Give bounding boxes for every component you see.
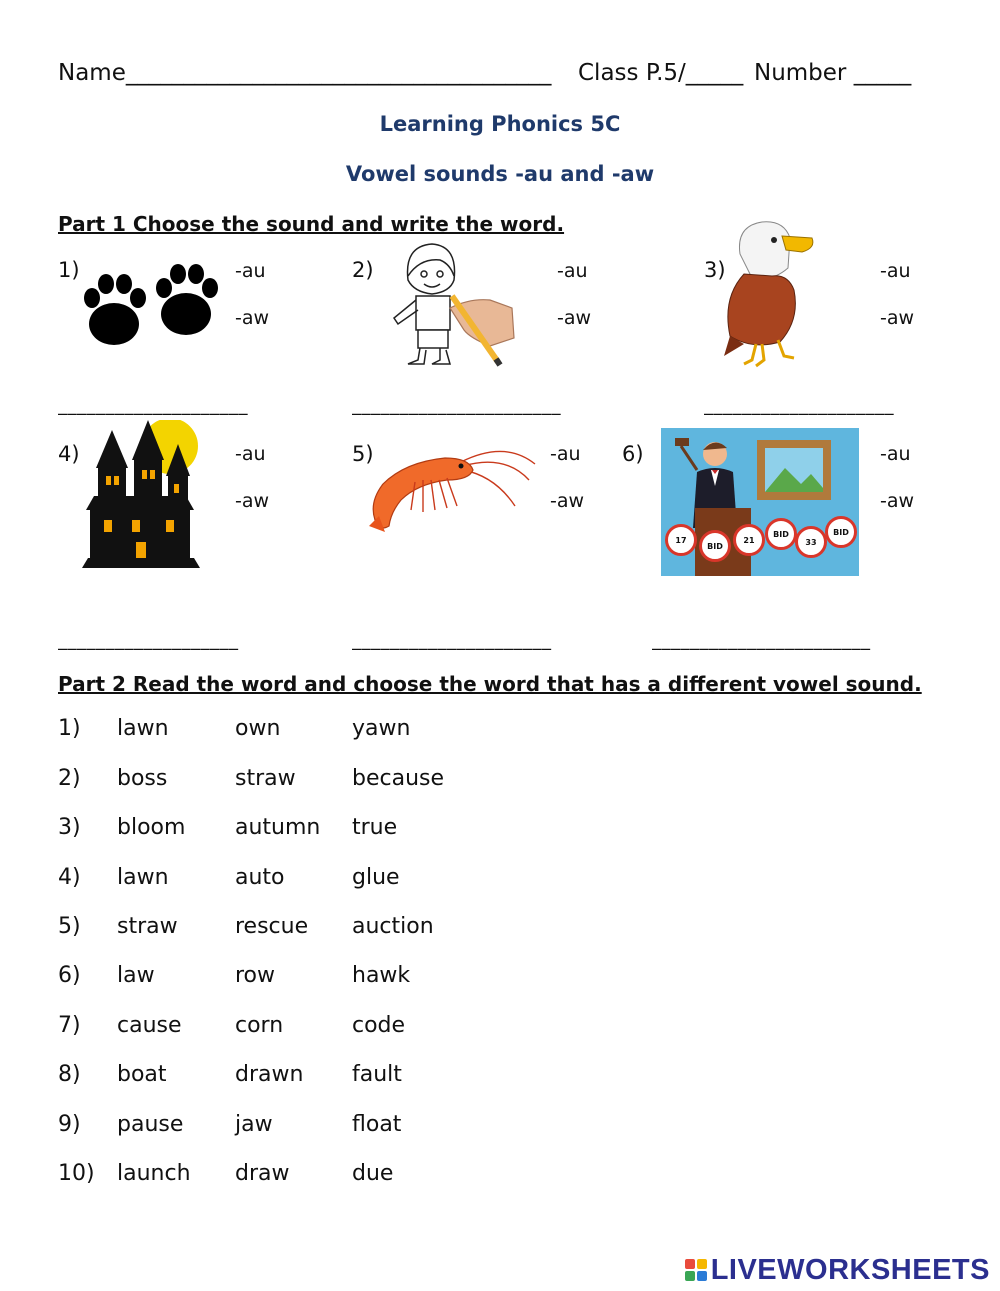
- word-choice[interactable]: straw: [117, 914, 178, 939]
- option-aw[interactable]: -aw: [235, 490, 270, 512]
- option-aw[interactable]: -aw: [550, 490, 585, 512]
- row-number: 1): [58, 716, 81, 741]
- word-choice[interactable]: autumn: [235, 815, 321, 840]
- row-number: 7): [58, 1013, 81, 1038]
- word-choice[interactable]: hawk: [352, 963, 411, 988]
- option-au[interactable]: -au: [557, 260, 588, 282]
- word-choice[interactable]: pause: [117, 1112, 184, 1137]
- row-number: 6): [58, 963, 81, 988]
- word-choice[interactable]: law: [117, 963, 155, 988]
- word-choice[interactable]: glue: [352, 865, 400, 890]
- class-field-label: Class P.5/_____: [578, 60, 744, 86]
- girl-drawing-picture: [380, 238, 515, 368]
- prawn-picture: [365, 440, 537, 535]
- answer-line[interactable]: ______________________: [352, 395, 561, 416]
- word-choice[interactable]: launch: [117, 1161, 191, 1186]
- row-number: 2): [58, 766, 81, 791]
- part1-heading: Part 1 Choose the sound and write the word.: [58, 212, 565, 236]
- worksheet-subtitle: Vowel sounds -au and -aw: [345, 162, 655, 186]
- word-choice[interactable]: lawn: [117, 865, 169, 890]
- auction-picture: [661, 428, 859, 576]
- option-au[interactable]: -au: [235, 260, 266, 282]
- word-choice[interactable]: fault: [352, 1062, 402, 1087]
- logo-text: LIVEWORKSHEETS: [710, 1253, 990, 1286]
- word-choice[interactable]: corn: [235, 1013, 284, 1038]
- word-choice[interactable]: drawn: [235, 1062, 304, 1087]
- bid-card: BID: [765, 518, 797, 550]
- item-number: 5): [352, 442, 374, 466]
- word-choice[interactable]: draw: [235, 1161, 290, 1186]
- row-number: 5): [58, 914, 81, 939]
- part2-heading: Part 2 Read the word and choose the word that has a different vowel sound.: [58, 672, 922, 696]
- word-choice[interactable]: true: [352, 815, 398, 840]
- item-number: 4): [58, 442, 80, 466]
- bid-card: 33: [795, 526, 827, 558]
- bid-card: BID: [699, 530, 731, 562]
- option-aw[interactable]: -aw: [557, 307, 592, 329]
- option-au[interactable]: -au: [880, 443, 911, 465]
- row-number: 3): [58, 815, 81, 840]
- word-choice[interactable]: row: [235, 963, 276, 988]
- word-choice[interactable]: code: [352, 1013, 406, 1038]
- row-number: 9): [58, 1112, 81, 1137]
- word-choice[interactable]: due: [352, 1161, 394, 1186]
- worksheet-title: Learning Phonics 5C: [379, 112, 621, 136]
- answer-line[interactable]: _____________________: [352, 630, 552, 651]
- option-aw[interactable]: -aw: [880, 307, 915, 329]
- row-number: 10): [58, 1161, 95, 1186]
- word-choice[interactable]: auto: [235, 865, 285, 890]
- bid-card: 17: [665, 524, 697, 556]
- answer-line[interactable]: ____________________: [58, 395, 248, 416]
- option-aw[interactable]: -aw: [880, 490, 915, 512]
- word-choice[interactable]: cause: [117, 1013, 182, 1038]
- bid-card: BID: [825, 516, 857, 548]
- word-choice[interactable]: auction: [352, 914, 434, 939]
- logo-blocks-icon: [685, 1259, 707, 1281]
- word-choice[interactable]: rescue: [235, 914, 309, 939]
- word-choice[interactable]: jaw: [235, 1112, 273, 1137]
- name-field-label: Name_____________________________________: [58, 60, 552, 86]
- option-au[interactable]: -au: [550, 443, 581, 465]
- word-choice[interactable]: lawn: [117, 716, 169, 741]
- item-number: 6): [622, 442, 644, 466]
- eagle-picture: [722, 218, 817, 370]
- liveworksheets-logo[interactable]: [685, 1253, 990, 1287]
- word-choice[interactable]: bloom: [117, 815, 186, 840]
- word-choice[interactable]: yawn: [352, 716, 411, 741]
- word-choice[interactable]: own: [235, 716, 281, 741]
- word-choice[interactable]: straw: [235, 766, 296, 791]
- option-au[interactable]: -au: [880, 260, 911, 282]
- item-number: 1): [58, 258, 80, 282]
- item-number: 2): [352, 258, 374, 282]
- paws-icon: [82, 262, 222, 352]
- answer-line[interactable]: ____________________: [704, 395, 894, 416]
- answer-line[interactable]: ___________________: [58, 630, 239, 651]
- word-choice[interactable]: because: [352, 766, 445, 791]
- row-number: 8): [58, 1062, 81, 1087]
- option-au[interactable]: -au: [235, 443, 266, 465]
- word-choice[interactable]: boat: [117, 1062, 167, 1087]
- word-choice[interactable]: float: [352, 1112, 402, 1137]
- row-number: 4): [58, 865, 81, 890]
- item-number: 3): [704, 258, 726, 282]
- bid-card: 21: [733, 524, 765, 556]
- answer-line[interactable]: _______________________: [652, 630, 871, 651]
- number-field-label: Number _____: [754, 60, 912, 86]
- option-aw[interactable]: -aw: [235, 307, 270, 329]
- haunted-house-picture: [82, 420, 200, 570]
- word-choice[interactable]: boss: [117, 766, 168, 791]
